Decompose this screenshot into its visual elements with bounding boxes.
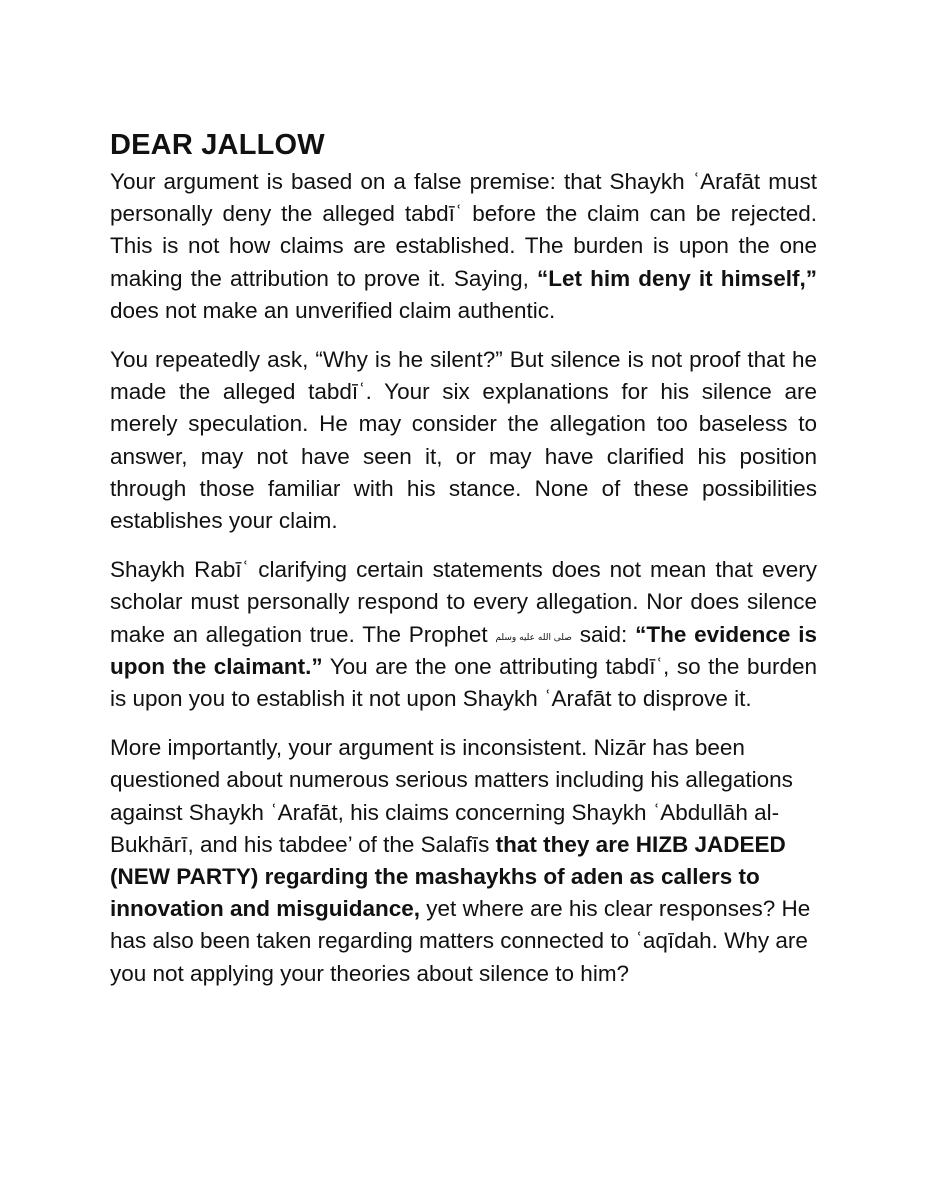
text-segment: More importantly, your argument is inconsistent. Nizār has been questioned about numerous serious matters including his allegations against Shaykh ʿArafāt, his claims concerning Shaykh ʿAbdullāh al-Bukhārī, and his tabdee’ of the Salafīs — [110, 735, 793, 857]
document-heading: DEAR JALLOW — [110, 129, 325, 161]
paragraph — [110, 166, 817, 327]
honorific-symbol: صلى الله عليه وسلم — [495, 632, 572, 643]
paragraph — [110, 554, 817, 715]
paragraph — [110, 344, 817, 537]
text-segment: You repeatedly ask, “Why is he silent?” But silence is not proof that he made the alleged tabdīʿ. Your six explanations for his silence are merely speculation. He may consider the allegation too baseless to answer, may not have seen it, or may have clarified his position through those familiar with his stance. None of these possibilities establishes your claim. — [110, 347, 817, 534]
text-segment: does not make an unverified claim authentic. — [110, 297, 556, 323]
text-segment: yet where are his clear responses? He has also been taken regarding matters connected to ʿaqīdah. Why are you not applying your theories about silence to him? — [110, 896, 811, 986]
bold-text: that they are HIZB JADEED (NEW PARTY) regarding the mashaykhs of aden as callers to innovation and misguidance, — [110, 831, 786, 922]
text-segment: said: — [571, 621, 636, 647]
document-page — [110, 124, 817, 1007]
text-segment: Your argument is based on a false premise: that Shaykh ʿArafāt must personally deny the alleged tabdīʿ before the claim can be rejected. This is not how claims are established. The burden is upon the one making the attribution to prove it. Saying, — [110, 169, 817, 291]
bold-text: “The evidence is upon the claimant.” — [110, 621, 818, 679]
bold-text: “Let him deny it himself,” — [537, 265, 817, 291]
text-segment: You are the one attributing tabdīʿ, so the burden is upon you to establish it not upon Shaykh ʿArafāt to disprove it. — [110, 653, 817, 712]
document-body — [110, 166, 817, 990]
text-segment: Shaykh Rabīʿ clarifying certain statements does not mean that every scholar must personally respond to every allegation. Nor does silence make an allegation true. The Prophet — [110, 557, 817, 647]
paragraph — [110, 732, 817, 990]
